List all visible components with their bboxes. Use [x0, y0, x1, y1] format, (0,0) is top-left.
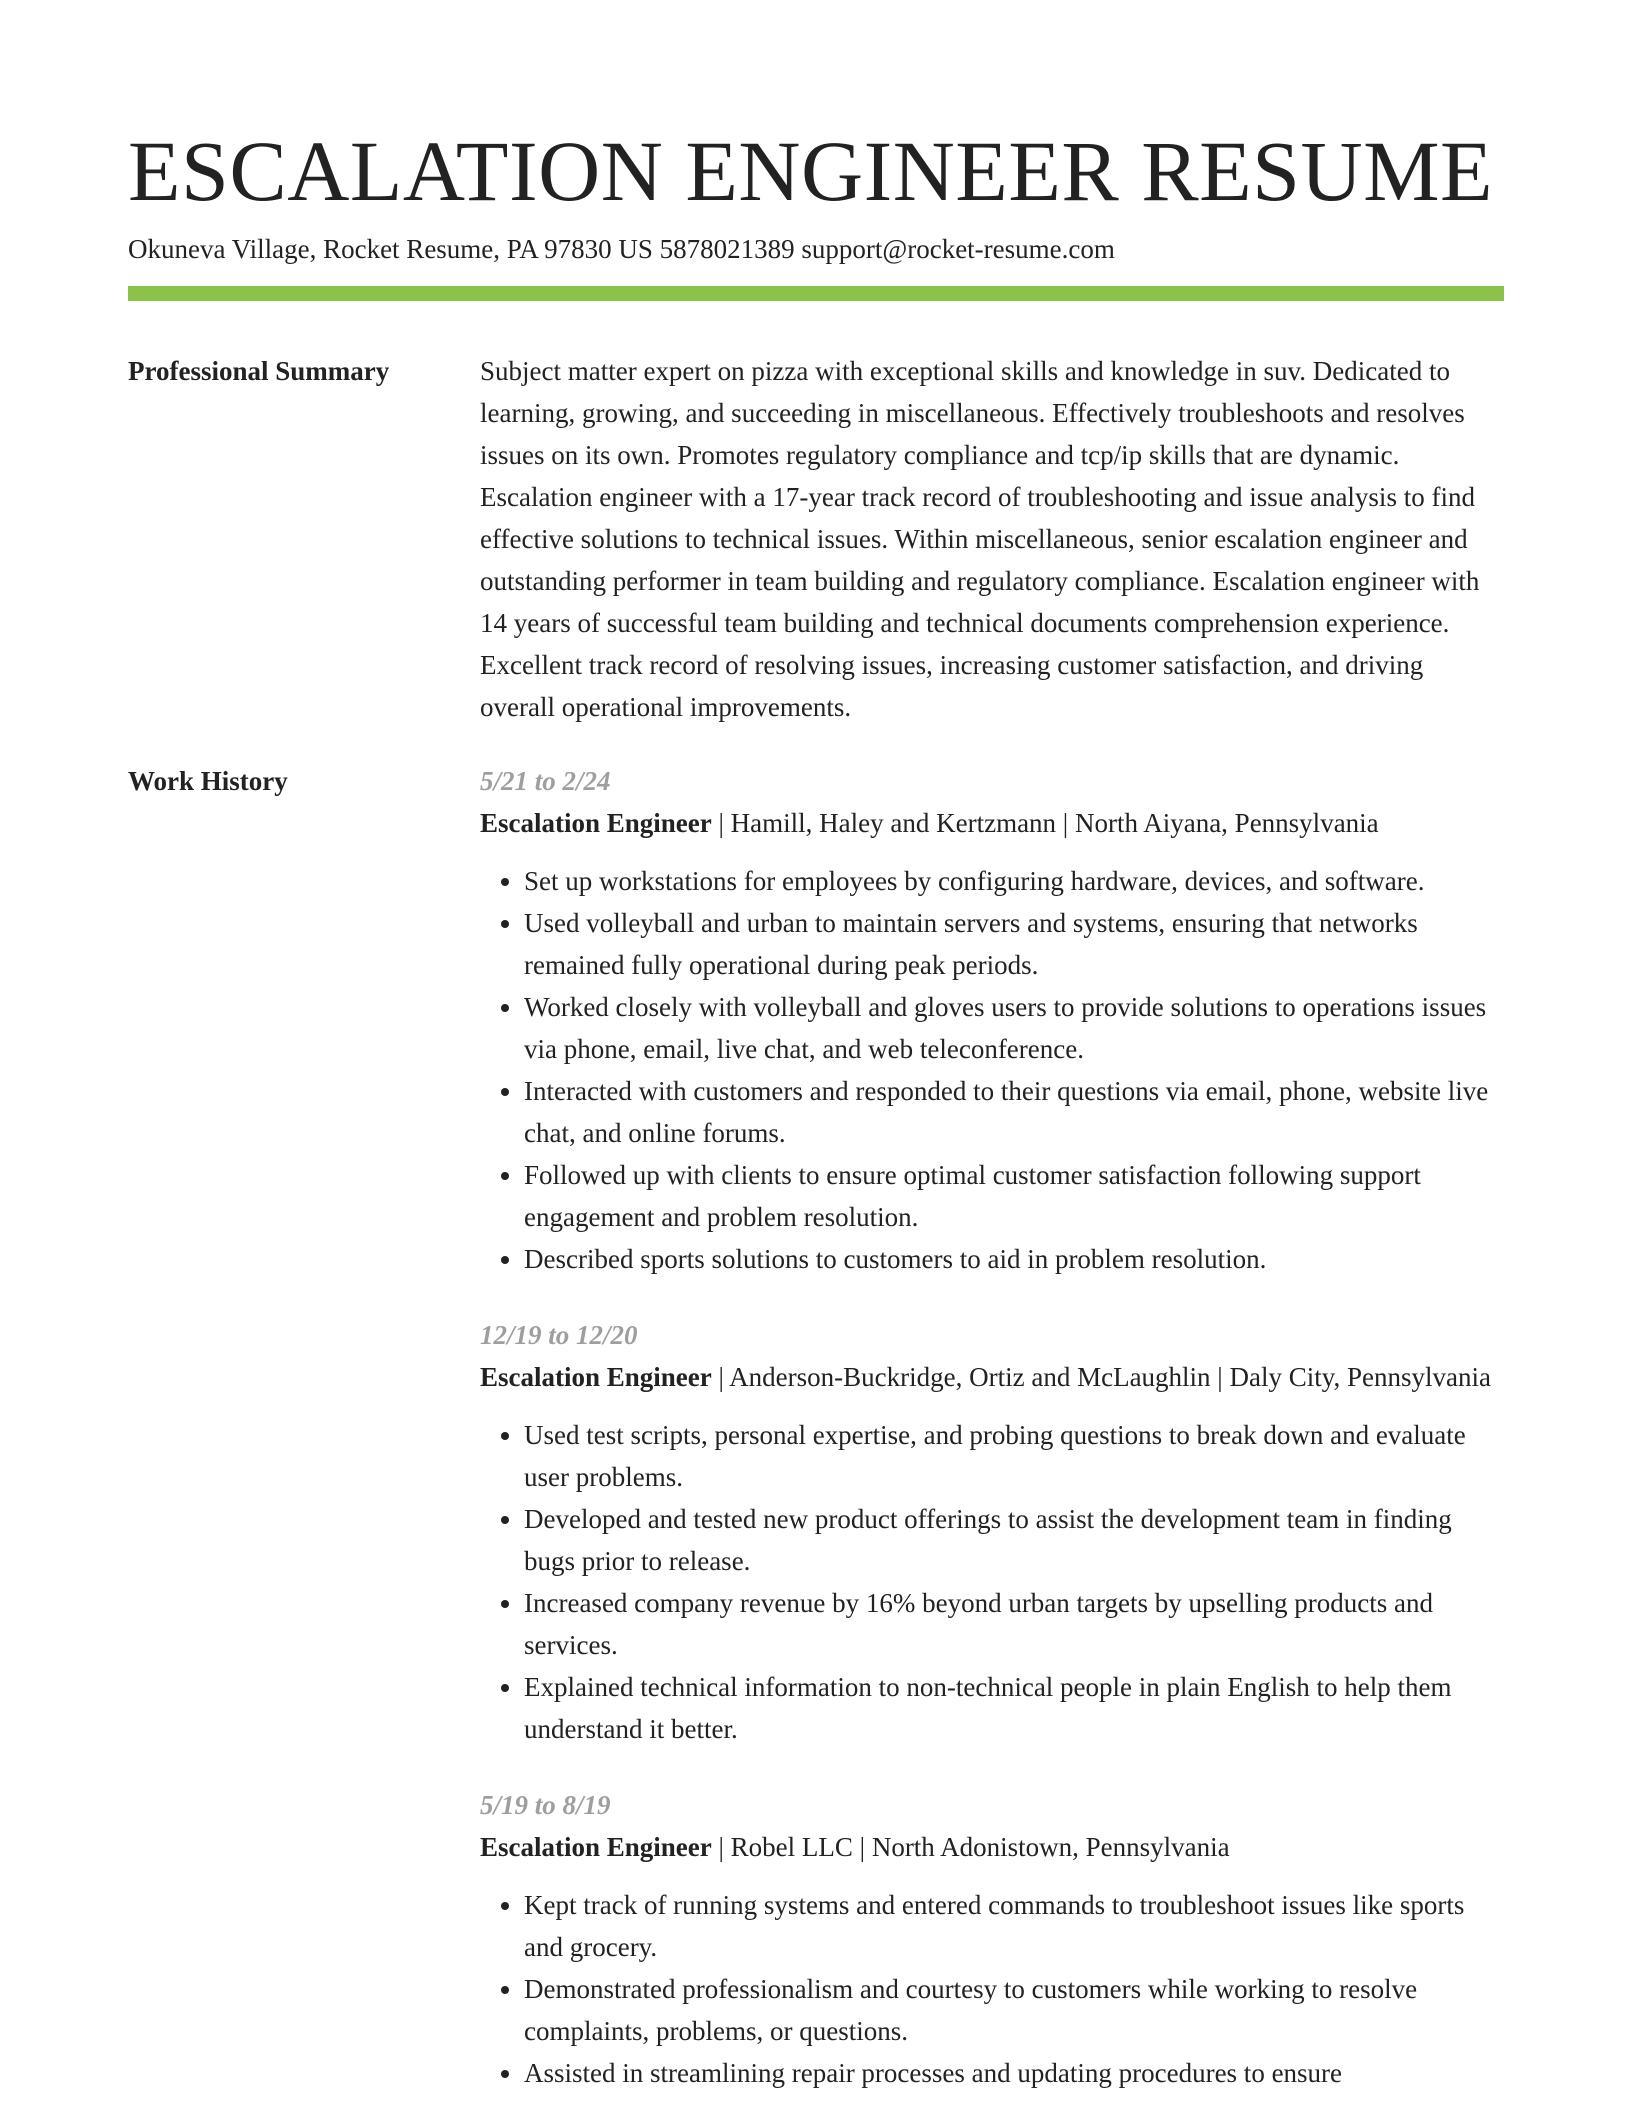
- job-heading: [480, 1356, 1504, 1398]
- summary-label: Professional Summary: [128, 356, 390, 386]
- job-details: | Anderson-Buckridge, Ortiz and McLaughlin | Daly City, Pennsylvania: [711, 1362, 1491, 1392]
- job-bullet: • Followed up with clients to ensure optimal customer satisfaction following support engagement and problem resolution.: [524, 1154, 1504, 1238]
- job-bullet: • Explained technical information to non-technical people in plain English to help them understand it better.: [524, 1666, 1504, 1750]
- job-bullet: • Worked closely with volleyball and gloves users to provide solutions to operations issues via phone, email, live chat, and web teleconference.: [524, 986, 1504, 1070]
- summary-body: [480, 350, 1504, 728]
- job-bullet: • Used volleyball and urban to maintain servers and systems, ensuring that networks remained fully operational during peak periods.: [524, 902, 1504, 986]
- job-title: Escalation Engineer: [480, 1832, 712, 1862]
- job-dates: 12/19 to 12/20: [480, 1320, 638, 1350]
- job-dates: 5/21 to 2/24: [480, 766, 611, 796]
- job-dates: 5/19 to 8/19: [480, 1790, 611, 1820]
- job-entry: [480, 1784, 1504, 2094]
- work-history-body: [480, 760, 1504, 2128]
- job-bullets: [480, 1884, 1504, 2094]
- summary-text: Subject matter expert on pizza with exceptional skills and knowledge in suv. Dedicated to learning, growing, and succeeding in miscellaneous. Effectively troubleshoots and resolves issues on its own. Promotes regulatory compliance and tcp/ip skills that are dynamic. Escalation engineer with a 17-year track record of troubleshooting and issue analysis to find effective solutions to technical issues. Within miscellaneous, senior escalation engineer and outstanding performer in team building and regulatory compliance. Escalation engineer with 14 years of successful team building and technical documents comprehension experience. Excellent track record of resolving issues, increasing customer satisfaction, and driving overall operational improvements.: [480, 356, 1480, 722]
- accent-divider: [128, 286, 1504, 301]
- job-bullet: • Assisted in streamlining repair processes and updating procedures to ensure: [524, 2052, 1504, 2094]
- job-bullet: • Increased company revenue by 16% beyond urban targets by upselling products and services.: [524, 1582, 1504, 1666]
- job-entry: [480, 1314, 1504, 1750]
- resume-title: ESCALATION ENGINEER RESUME: [128, 123, 1494, 219]
- job-bullets: [480, 1414, 1504, 1750]
- job-title: Escalation Engineer: [480, 808, 712, 838]
- job-bullets: [480, 860, 1504, 1280]
- job-bullet: • Used test scripts, personal expertise, and probing questions to break down and evaluate user problems.: [524, 1414, 1504, 1498]
- job-title: Escalation Engineer: [480, 1362, 712, 1392]
- job-bullet: • Kept track of running systems and entered commands to troubleshoot issues like sports and grocery.: [524, 1884, 1504, 1968]
- job-bullet: • Described sports solutions to customers to aid in problem resolution.: [524, 1238, 1504, 1280]
- contact-line: Okuneva Village, Rocket Resume, PA 97830 US 5878021389 support@rocket-resume.com: [128, 234, 1115, 264]
- job-details: | Robel LLC | North Adonistown, Pennsylvania: [711, 1832, 1230, 1862]
- job-bullet: • Interacted with customers and responded to their questions via email, phone, website live chat, and online forums.: [524, 1070, 1504, 1154]
- job-entry: [480, 760, 1504, 1280]
- job-bullet: • Demonstrated professionalism and courtesy to customers while working to resolve complaints, problems, or questions.: [524, 1968, 1504, 2052]
- work-history-label: Work History: [128, 766, 288, 796]
- job-heading: [480, 802, 1504, 844]
- job-heading: [480, 1826, 1504, 1868]
- job-bullet: • Developed and tested new product offerings to assist the development team in finding bugs prior to release.: [524, 1498, 1504, 1582]
- job-details: | Hamill, Haley and Kertzmann | North Aiyana, Pennsylvania: [711, 808, 1379, 838]
- job-bullet: • Set up workstations for employees by configuring hardware, devices, and software.: [524, 860, 1504, 902]
